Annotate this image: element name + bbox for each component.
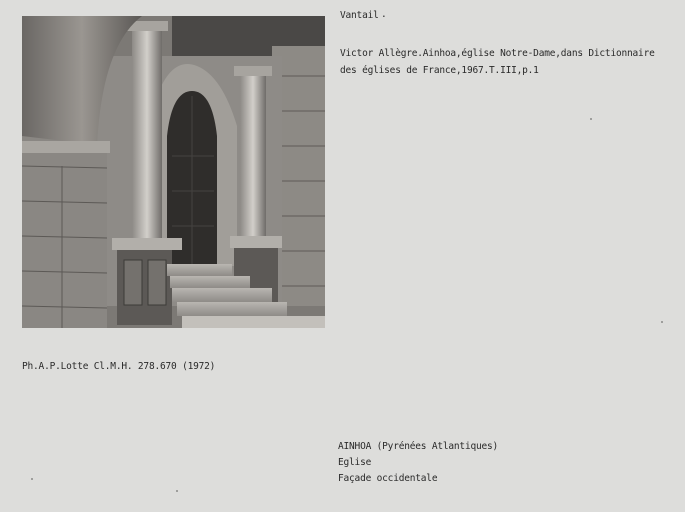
location-label: AINHOA (Pyrénées Atlantiques) [338, 441, 499, 452]
church-portal-photo [22, 16, 325, 328]
building-label: Eglise [338, 457, 372, 468]
paper-speck [176, 490, 178, 492]
subject-title: Vantail [340, 10, 379, 21]
subject-mark: . [381, 9, 387, 20]
paper-speck [31, 478, 33, 480]
paper-speck [590, 118, 592, 120]
photo-credit: Ph.A.P.Lotte Cl.M.H. 278.670 (1972) [22, 361, 216, 372]
paper-speck [661, 321, 663, 323]
reference-line-1: Victor Allègre.Ainhoa,église Notre-Dame,dans Dictionnaire [340, 48, 655, 59]
view-label: Façade occidentale [338, 473, 438, 484]
reference-line-2: des églises de France,1967.T.III,p.1 [340, 65, 539, 76]
